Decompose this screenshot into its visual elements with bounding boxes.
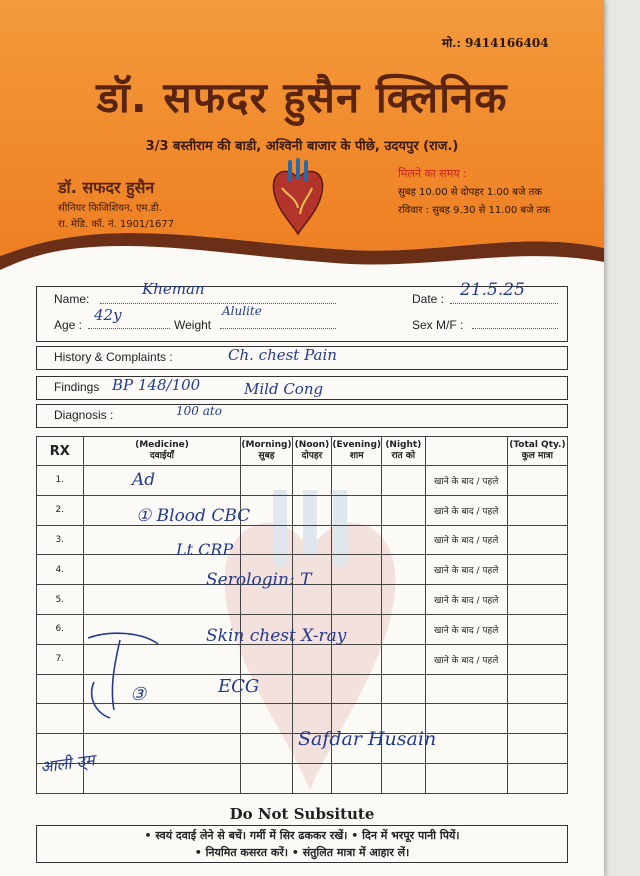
age-label: Age : <box>54 318 83 332</box>
doctor-signature: Safdar Husain <box>298 728 437 750</box>
age-handwritten: 42y <box>94 306 122 324</box>
clinic-address: 3/3 बस्तीराम की बाडी, अश्विनी बाजार के पीछे, उदयपुर (राज.) <box>145 139 459 154</box>
timing-sunday: रविवार : सुबह 9.30 से 11.00 बजे तक <box>398 205 551 216</box>
age-line <box>88 328 170 329</box>
name-line <box>100 303 336 304</box>
history-label: History & Complaints : <box>54 350 173 364</box>
clinic-name: डॉ. सफदर हुसैन क्लिनिक <box>96 73 508 122</box>
table-row: 4. खाने के बाद / पहले <box>37 555 568 585</box>
diagnosis-box <box>36 404 568 428</box>
heart-logo-icon <box>268 158 328 238</box>
medicine-header: (Medicine) दवाईयाँ <box>83 437 241 466</box>
noon-header: (Noon) दोपहर <box>292 437 332 466</box>
rx-handwritten-4: Serologin: T <box>206 570 312 590</box>
diagnosis-handwritten: 100 ato <box>176 404 222 418</box>
morning-header: (Morning) सुबह <box>241 437 292 466</box>
rx-symbol: RX <box>37 437 84 466</box>
date-label: Date : <box>412 292 445 306</box>
findings-label: Findings <box>54 380 100 394</box>
table-row: 7. खाने के बाद / पहले <box>37 644 568 674</box>
doctor-qualification: सीनियर फिजिशियन, एम.डी. <box>58 203 162 214</box>
table-row: 1. खाने के बाद / पहले <box>37 466 568 496</box>
after-before-header <box>425 437 507 466</box>
rx-handwritten-1: Ad <box>132 470 156 490</box>
findings-handwritten-2: Mild Cong <box>244 380 324 398</box>
timing-title: मिलने का समय : <box>398 167 467 180</box>
history-handwritten: Ch. chest Pain <box>228 346 337 364</box>
sex-label: Sex M/F : <box>412 318 464 332</box>
handwritten-bracket-mark <box>80 626 170 726</box>
rx-handwritten-3: Lt CRP <box>176 540 234 559</box>
sex-line <box>472 328 558 329</box>
table-row: 6. खाने के बाद / पहले <box>37 614 568 644</box>
table-row: 3. खाने के बाद / पहले <box>37 525 568 555</box>
weight-line <box>220 328 336 329</box>
weight-label: Weight <box>174 318 212 332</box>
weight-handwritten: Alulite <box>222 304 262 318</box>
advice-line-1: • स्वयं दवाई लेने से बचें। गर्मी में सिर ढककर रखें। • दिन में भरपूर पानी पियें। <box>144 829 460 842</box>
name-label: Name: <box>54 292 90 306</box>
doctor-registration: रा. मेडि. कॉ. नं. 1901/1677 <box>58 219 175 230</box>
handwritten-note: आली उ्म <box>39 750 96 777</box>
rx-handwritten-5: Skin chest X-ray <box>206 626 347 646</box>
rx-handwritten-num: ③ <box>130 684 147 705</box>
diagnosis-label: Diagnosis : <box>54 408 114 422</box>
timing-weekday: सुबह 10.00 से दोपहर 1.00 बजे तक <box>398 187 542 198</box>
rx-handwritten-2: ① Blood CBC <box>136 506 251 526</box>
rx-handwritten-6: ECG <box>218 676 260 697</box>
doctor-name: डॉ. सफदर हुसैन <box>58 178 155 197</box>
findings-handwritten: BP 148/100 <box>112 376 201 394</box>
total-qty-header: (Total Qty.) कुल मात्रा <box>507 437 567 466</box>
table-row <box>37 763 568 793</box>
date-handwritten: 21.5.25 <box>460 280 525 300</box>
clinic-header <box>0 0 604 270</box>
night-header: (Night) रात को <box>382 437 426 466</box>
date-line <box>450 303 558 304</box>
do-not-substitute-title: Do Not Subsitute <box>229 805 375 823</box>
name-handwritten: Kheman <box>142 280 205 298</box>
advice-line-2: • नियमित कसरत करें। • संतुलित मात्रा में आहार लें। <box>194 846 410 859</box>
evening-header: (Evening) शाम <box>332 437 382 466</box>
table-row: 2. खाने के बाद / पहले <box>37 495 568 525</box>
clinic-phone: मो.: 9414166404 <box>442 36 549 50</box>
table-row: 5. खाने के बाद / पहले <box>37 585 568 615</box>
